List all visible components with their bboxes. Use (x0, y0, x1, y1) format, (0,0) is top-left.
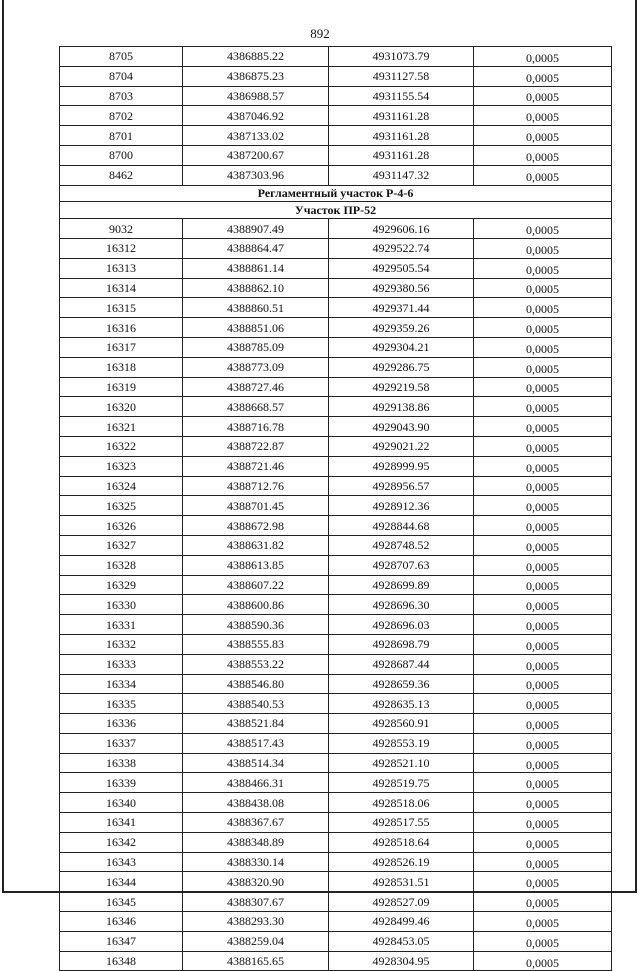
point-number-cell: 16343 (60, 852, 183, 872)
section-title: Регламентный участок Р-4-6 (60, 185, 612, 202)
accuracy-cell: 0,0005 (474, 357, 612, 377)
x-coordinate-cell: 4388862.10 (183, 278, 329, 298)
accuracy-cell: 0,0005 (474, 476, 612, 496)
x-coordinate-cell: 4387303.96 (183, 165, 329, 185)
accuracy-cell: 0,0005 (474, 106, 612, 126)
accuracy-cell: 0,0005 (474, 733, 612, 753)
accuracy-cell: 0,0005 (474, 654, 612, 674)
point-number-cell: 16323 (60, 456, 183, 476)
y-coordinate-cell: 4928635.13 (329, 694, 474, 714)
accuracy-cell: 0,0005 (474, 436, 612, 456)
table-row (60, 417, 612, 437)
x-coordinate-cell: 4388293.30 (183, 912, 329, 932)
table-body-bottom (60, 219, 612, 971)
subsection-row (60, 202, 612, 219)
y-coordinate-cell: 4928844.68 (329, 516, 474, 536)
table-row (60, 298, 612, 318)
table-row (60, 575, 612, 595)
table-row (60, 733, 612, 753)
y-coordinate-cell: 4929304.21 (329, 337, 474, 357)
y-coordinate-cell: 4928553.19 (329, 733, 474, 753)
accuracy-cell: 0,0005 (474, 575, 612, 595)
point-number-cell: 16328 (60, 555, 183, 575)
y-coordinate-cell: 4928912.36 (329, 496, 474, 516)
point-number-cell: 8462 (60, 165, 183, 185)
point-number-cell: 16334 (60, 674, 183, 694)
point-number-cell: 8701 (60, 126, 183, 146)
point-number-cell: 16335 (60, 694, 183, 714)
y-coordinate-cell: 4929138.86 (329, 397, 474, 417)
accuracy-cell: 0,0005 (474, 126, 612, 146)
x-coordinate-cell: 4388785.09 (183, 337, 329, 357)
point-number-cell: 16315 (60, 298, 183, 318)
accuracy-cell: 0,0005 (474, 496, 612, 516)
table-row (60, 832, 612, 852)
point-number-cell: 16329 (60, 575, 183, 595)
x-coordinate-cell: 4388517.43 (183, 733, 329, 753)
x-coordinate-cell: 4388466.31 (183, 773, 329, 793)
y-coordinate-cell: 4928699.89 (329, 575, 474, 595)
x-coordinate-cell: 4387133.02 (183, 126, 329, 146)
accuracy-cell: 0,0005 (474, 813, 612, 833)
table-row (60, 595, 612, 615)
point-number-cell: 16321 (60, 417, 183, 437)
x-coordinate-cell: 4388540.53 (183, 694, 329, 714)
accuracy-cell: 0,0005 (474, 535, 612, 555)
x-coordinate-cell: 4386988.57 (183, 86, 329, 106)
table-row (60, 66, 612, 86)
table-row (60, 377, 612, 397)
table-row (60, 872, 612, 892)
x-coordinate-cell: 4388722.87 (183, 436, 329, 456)
table-row (60, 337, 612, 357)
point-number-cell: 16312 (60, 238, 183, 258)
table-row (60, 813, 612, 833)
point-number-cell: 16338 (60, 753, 183, 773)
y-coordinate-cell: 4931161.28 (329, 106, 474, 126)
point-number-cell: 16347 (60, 931, 183, 951)
table-row (60, 47, 612, 67)
section-row (60, 185, 612, 202)
x-coordinate-cell: 4388600.86 (183, 595, 329, 615)
y-coordinate-cell: 4929286.75 (329, 357, 474, 377)
accuracy-cell: 0,0005 (474, 714, 612, 734)
y-coordinate-cell: 4929380.56 (329, 278, 474, 298)
accuracy-cell: 0,0005 (474, 165, 612, 185)
accuracy-cell: 0,0005 (474, 258, 612, 278)
table-section-headers (60, 185, 612, 219)
table-row (60, 912, 612, 932)
y-coordinate-cell: 4928304.95 (329, 951, 474, 971)
y-coordinate-cell: 4929522.74 (329, 238, 474, 258)
accuracy-cell: 0,0005 (474, 832, 612, 852)
accuracy-cell: 0,0005 (474, 912, 612, 932)
accuracy-cell: 0,0005 (474, 86, 612, 106)
y-coordinate-cell: 4929505.54 (329, 258, 474, 278)
x-coordinate-cell: 4388367.67 (183, 813, 329, 833)
table-row (60, 714, 612, 734)
accuracy-cell: 0,0005 (474, 145, 612, 165)
y-coordinate-cell: 4929371.44 (329, 298, 474, 318)
y-coordinate-cell: 4928519.75 (329, 773, 474, 793)
table-row (60, 496, 612, 516)
y-coordinate-cell: 4929606.16 (329, 219, 474, 239)
x-coordinate-cell: 4386875.23 (183, 66, 329, 86)
y-coordinate-cell: 4931073.79 (329, 47, 474, 67)
y-coordinate-cell: 4931161.28 (329, 145, 474, 165)
y-coordinate-cell: 4928696.30 (329, 595, 474, 615)
x-coordinate-cell: 4388165.65 (183, 951, 329, 971)
point-number-cell: 9032 (60, 219, 183, 239)
point-number-cell: 16322 (60, 436, 183, 456)
x-coordinate-cell: 4388701.45 (183, 496, 329, 516)
accuracy-cell: 0,0005 (474, 47, 612, 67)
page-number: 892 (310, 26, 330, 41)
accuracy-cell: 0,0005 (474, 219, 612, 239)
point-number-cell: 16344 (60, 872, 183, 892)
accuracy-cell: 0,0005 (474, 931, 612, 951)
table-row (60, 357, 612, 377)
x-coordinate-cell: 4388613.85 (183, 555, 329, 575)
table-row (60, 753, 612, 773)
y-coordinate-cell: 4931155.54 (329, 86, 474, 106)
point-number-cell: 8703 (60, 86, 183, 106)
point-number-cell: 16339 (60, 773, 183, 793)
point-number-cell: 16316 (60, 318, 183, 338)
x-coordinate-cell: 4388607.22 (183, 575, 329, 595)
point-number-cell: 16348 (60, 951, 183, 971)
x-coordinate-cell: 4388307.67 (183, 892, 329, 912)
table-row (60, 145, 612, 165)
x-coordinate-cell: 4388851.06 (183, 318, 329, 338)
table-row (60, 126, 612, 146)
point-number-cell: 16336 (60, 714, 183, 734)
x-coordinate-cell: 4388546.80 (183, 674, 329, 694)
point-number-cell: 8700 (60, 145, 183, 165)
y-coordinate-cell: 4931127.58 (329, 66, 474, 86)
x-coordinate-cell: 4388907.49 (183, 219, 329, 239)
x-coordinate-cell: 4388716.78 (183, 417, 329, 437)
accuracy-cell: 0,0005 (474, 595, 612, 615)
point-number-cell: 16319 (60, 377, 183, 397)
table-row (60, 892, 612, 912)
table-row (60, 634, 612, 654)
point-number-cell: 16345 (60, 892, 183, 912)
point-number-cell: 16318 (60, 357, 183, 377)
table-row (60, 106, 612, 126)
point-number-cell: 16317 (60, 337, 183, 357)
table-row (60, 931, 612, 951)
y-coordinate-cell: 4928521.10 (329, 753, 474, 773)
coordinates-table (59, 46, 612, 971)
x-coordinate-cell: 4388553.22 (183, 654, 329, 674)
point-number-cell: 16325 (60, 496, 183, 516)
table-row (60, 694, 612, 714)
y-coordinate-cell: 4929043.90 (329, 417, 474, 437)
y-coordinate-cell: 4928698.79 (329, 634, 474, 654)
point-number-cell: 16346 (60, 912, 183, 932)
x-coordinate-cell: 4388590.36 (183, 615, 329, 635)
x-coordinate-cell: 4388555.83 (183, 634, 329, 654)
y-coordinate-cell: 4928707.63 (329, 555, 474, 575)
accuracy-cell: 0,0005 (474, 516, 612, 536)
accuracy-cell: 0,0005 (474, 377, 612, 397)
table-row (60, 555, 612, 575)
accuracy-cell: 0,0005 (474, 555, 612, 575)
x-coordinate-cell: 4388860.51 (183, 298, 329, 318)
point-number-cell: 16324 (60, 476, 183, 496)
y-coordinate-cell: 4928560.91 (329, 714, 474, 734)
point-number-cell: 16313 (60, 258, 183, 278)
y-coordinate-cell: 4928696.03 (329, 615, 474, 635)
table-row (60, 852, 612, 872)
y-coordinate-cell: 4931147.32 (329, 165, 474, 185)
point-number-cell: 16341 (60, 813, 183, 833)
table-row (60, 238, 612, 258)
point-number-cell: 16337 (60, 733, 183, 753)
accuracy-cell: 0,0005 (474, 298, 612, 318)
y-coordinate-cell: 4928453.05 (329, 931, 474, 951)
accuracy-cell: 0,0005 (474, 674, 612, 694)
point-number-cell: 16342 (60, 832, 183, 852)
accuracy-cell: 0,0005 (474, 337, 612, 357)
y-coordinate-cell: 4928526.19 (329, 852, 474, 872)
x-coordinate-cell: 4388773.09 (183, 357, 329, 377)
table-row (60, 318, 612, 338)
y-coordinate-cell: 4928517.55 (329, 813, 474, 833)
x-coordinate-cell: 4388259.04 (183, 931, 329, 951)
point-number-cell: 16327 (60, 535, 183, 555)
x-coordinate-cell: 4388438.08 (183, 793, 329, 813)
accuracy-cell: 0,0005 (474, 66, 612, 86)
point-number-cell: 8704 (60, 66, 183, 86)
y-coordinate-cell: 4928748.52 (329, 535, 474, 555)
table-row (60, 615, 612, 635)
accuracy-cell: 0,0005 (474, 773, 612, 793)
y-coordinate-cell: 4928518.06 (329, 793, 474, 813)
accuracy-cell: 0,0005 (474, 694, 612, 714)
x-coordinate-cell: 4388672.98 (183, 516, 329, 536)
table-row (60, 793, 612, 813)
table-row (60, 165, 612, 185)
x-coordinate-cell: 4387200.67 (183, 145, 329, 165)
table-row (60, 278, 612, 298)
accuracy-cell: 0,0005 (474, 892, 612, 912)
x-coordinate-cell: 4388712.76 (183, 476, 329, 496)
accuracy-cell: 0,0005 (474, 951, 612, 971)
x-coordinate-cell: 4388348.89 (183, 832, 329, 852)
accuracy-cell: 0,0005 (474, 793, 612, 813)
point-number-cell: 16320 (60, 397, 183, 417)
table-row (60, 535, 612, 555)
accuracy-cell: 0,0005 (474, 634, 612, 654)
x-coordinate-cell: 4388521.84 (183, 714, 329, 734)
accuracy-cell: 0,0005 (474, 852, 612, 872)
x-coordinate-cell: 4388861.14 (183, 258, 329, 278)
table-row (60, 397, 612, 417)
x-coordinate-cell: 4388668.57 (183, 397, 329, 417)
accuracy-cell: 0,0005 (474, 456, 612, 476)
point-number-cell: 16330 (60, 595, 183, 615)
y-coordinate-cell: 4928999.95 (329, 456, 474, 476)
y-coordinate-cell: 4929219.58 (329, 377, 474, 397)
point-number-cell: 16340 (60, 793, 183, 813)
x-coordinate-cell: 4386885.22 (183, 47, 329, 67)
table-row (60, 86, 612, 106)
x-coordinate-cell: 4388721.46 (183, 456, 329, 476)
table-row (60, 436, 612, 456)
y-coordinate-cell: 4928956.57 (329, 476, 474, 496)
point-number-cell: 16326 (60, 516, 183, 536)
point-number-cell: 16331 (60, 615, 183, 635)
y-coordinate-cell: 4928531.51 (329, 872, 474, 892)
table-row (60, 219, 612, 239)
accuracy-cell: 0,0005 (474, 397, 612, 417)
table-row (60, 654, 612, 674)
accuracy-cell: 0,0005 (474, 417, 612, 437)
point-number-cell: 16333 (60, 654, 183, 674)
table-body-top (60, 47, 612, 186)
subsection-title: Участок ПР-52 (60, 202, 612, 219)
table-row (60, 456, 612, 476)
x-coordinate-cell: 4388514.34 (183, 753, 329, 773)
table-row (60, 258, 612, 278)
y-coordinate-cell: 4928687.44 (329, 654, 474, 674)
x-coordinate-cell: 4388330.14 (183, 852, 329, 872)
accuracy-cell: 0,0005 (474, 753, 612, 773)
accuracy-cell: 0,0005 (474, 278, 612, 298)
table-row (60, 476, 612, 496)
x-coordinate-cell: 4388320.90 (183, 872, 329, 892)
y-coordinate-cell: 4928499.46 (329, 912, 474, 932)
x-coordinate-cell: 4388864.47 (183, 238, 329, 258)
table-row (60, 951, 612, 971)
table-row (60, 516, 612, 536)
point-number-cell: 8705 (60, 47, 183, 67)
y-coordinate-cell: 4928518.64 (329, 832, 474, 852)
point-number-cell: 16314 (60, 278, 183, 298)
accuracy-cell: 0,0005 (474, 615, 612, 635)
accuracy-cell: 0,0005 (474, 872, 612, 892)
accuracy-cell: 0,0005 (474, 238, 612, 258)
y-coordinate-cell: 4931161.28 (329, 126, 474, 146)
accuracy-cell: 0,0005 (474, 318, 612, 338)
y-coordinate-cell: 4929359.26 (329, 318, 474, 338)
y-coordinate-cell: 4928659.36 (329, 674, 474, 694)
x-coordinate-cell: 4387046.92 (183, 106, 329, 126)
table-row (60, 773, 612, 793)
table-row (60, 674, 612, 694)
point-number-cell: 16332 (60, 634, 183, 654)
y-coordinate-cell: 4928527.09 (329, 892, 474, 912)
x-coordinate-cell: 4388631.82 (183, 535, 329, 555)
x-coordinate-cell: 4388727.46 (183, 377, 329, 397)
point-number-cell: 8702 (60, 106, 183, 126)
y-coordinate-cell: 4929021.22 (329, 436, 474, 456)
